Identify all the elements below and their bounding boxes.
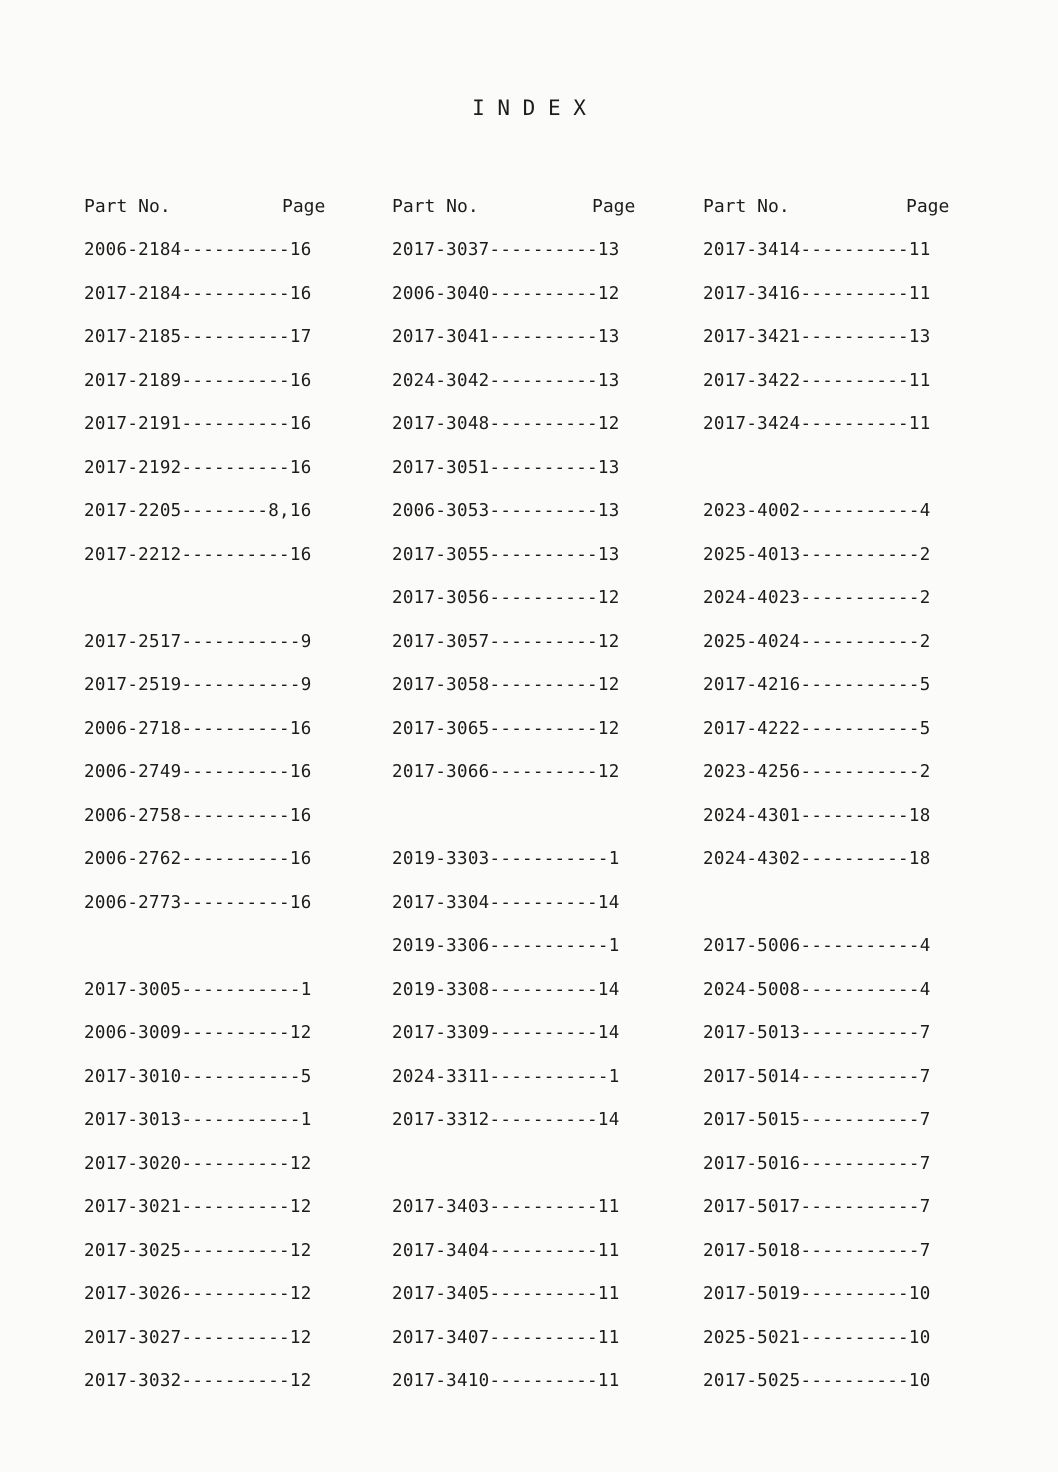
index-column-3 <box>703 196 1003 1414</box>
index-entry: 2017-3026----------12 <box>84 1284 312 1304</box>
index-entry: 2017-5018-----------7 <box>703 1240 931 1261</box>
part-no-header: Part No. <box>84 196 171 217</box>
index-entry: 2006-3040----------12 <box>392 283 620 304</box>
index-entry: 2017-2184----------16 <box>84 283 312 304</box>
index-entry <box>392 805 692 849</box>
index-entry: 2017-3027----------12 <box>84 1327 312 1348</box>
index-entry: 2006-2749----------16 <box>84 762 312 782</box>
index-entry: 2017-2189----------16 <box>84 370 312 391</box>
index-entry: 2017-3005-----------1 <box>84 979 312 1000</box>
part-no-header: Part No. <box>392 196 479 217</box>
entry-list <box>703 239 1003 1414</box>
column-header <box>84 196 384 224</box>
page-header: Page <box>906 196 950 217</box>
entry-list <box>84 239 384 1414</box>
index-entry: 2017-2191----------16 <box>84 414 312 434</box>
index-entry: 2024-4301----------18 <box>703 805 931 826</box>
page-header: Page <box>592 196 636 217</box>
index-title: I N D E X <box>472 96 586 120</box>
index-entry: 2017-3013-----------1 <box>84 1110 312 1130</box>
index-entry: 2017-3020----------12 <box>84 1153 312 1174</box>
index-entry: 2017-3025----------12 <box>84 1240 312 1261</box>
index-entry: 2017-5019----------10 <box>703 1284 931 1304</box>
index-entry: 2017-3041----------13 <box>392 327 620 347</box>
index-entry: 2024-3042----------13 <box>392 370 620 391</box>
index-entry: 2025-4024-----------2 <box>703 631 931 652</box>
index-entry: 2006-2758----------16 <box>84 805 312 826</box>
index-entry: 2017-3405----------11 <box>392 1284 620 1304</box>
column-header <box>392 196 692 224</box>
index-entry: 2017-3416----------11 <box>703 283 931 304</box>
index-entry: 2017-3066----------12 <box>392 762 620 782</box>
index-entry: 2017-5017-----------7 <box>703 1197 931 1217</box>
index-column-2 <box>392 196 692 1414</box>
index-entry: 2017-3057----------12 <box>392 631 620 652</box>
index-entry: 2024-5008-----------4 <box>703 979 931 1000</box>
index-entry <box>84 935 384 979</box>
index-entry: 2019-3303-----------1 <box>392 849 620 869</box>
index-entry: 2017-2192----------16 <box>84 457 312 478</box>
index-entry: 2017-3422----------11 <box>703 370 931 391</box>
index-entry: 2023-4002-----------4 <box>703 501 931 521</box>
index-entry: 2006-2184----------16 <box>84 240 312 260</box>
index-entry: 2017-3312----------14 <box>392 1110 620 1130</box>
index-entry: 2017-2185----------17 <box>84 327 312 347</box>
index-entry: 2006-3053----------13 <box>392 501 620 521</box>
index-entry: 2017-5013-----------7 <box>703 1023 931 1043</box>
index-entry: 2017-3421----------13 <box>703 327 931 347</box>
index-entry: 2006-3009----------12 <box>84 1023 312 1043</box>
column-header <box>703 196 1003 224</box>
index-entry: 2017-3403----------11 <box>392 1197 620 1217</box>
index-entry: 2017-3414----------11 <box>703 240 931 260</box>
index-entry: 2017-2517-----------9 <box>84 631 312 652</box>
index-entry: 2017-3304----------14 <box>392 892 620 913</box>
index-entry: 2017-3065----------12 <box>392 718 620 739</box>
index-entry <box>703 892 1003 936</box>
index-entry: 2017-2205--------8,16 <box>84 501 312 521</box>
index-entry: 2025-4013-----------2 <box>703 544 931 565</box>
index-entry: 2025-5021----------10 <box>703 1327 931 1348</box>
index-entry: 2006-2718----------16 <box>84 718 312 739</box>
index-entry: 2017-5025----------10 <box>703 1371 931 1391</box>
index-entry: 2019-3306-----------1 <box>392 936 620 956</box>
index-entry <box>84 587 384 631</box>
index-entry: 2017-3032----------12 <box>84 1371 312 1391</box>
index-entry: 2017-3055----------13 <box>392 544 620 565</box>
index-entry: 2017-3424----------11 <box>703 414 931 434</box>
index-entry: 2017-3021----------12 <box>84 1197 312 1217</box>
index-entry: 2017-3058----------12 <box>392 675 620 695</box>
index-entry: 2019-3308----------14 <box>392 979 620 1000</box>
index-entry: 2017-3037----------13 <box>392 240 620 260</box>
index-entry: 2017-5014-----------7 <box>703 1066 931 1087</box>
page-header: Page <box>282 196 326 217</box>
index-entry: 2017-5015-----------7 <box>703 1110 931 1130</box>
index-entry: 2017-4222-----------5 <box>703 718 931 739</box>
index-entry: 2017-5006-----------4 <box>703 936 931 956</box>
index-entry <box>392 1153 692 1197</box>
index-entry: 2017-3410----------11 <box>392 1371 620 1391</box>
index-entry: 2017-3051----------13 <box>392 457 620 478</box>
index-entry: 2017-3309----------14 <box>392 1023 620 1043</box>
entry-list <box>392 239 692 1414</box>
index-entry: 2024-4302----------18 <box>703 849 931 869</box>
index-entry: 2017-3056----------12 <box>392 588 620 608</box>
index-entry: 2017-4216-----------5 <box>703 675 931 695</box>
part-no-header: Part No. <box>703 196 790 217</box>
index-entry: 2017-3010-----------5 <box>84 1066 312 1087</box>
index-entry <box>703 457 1003 501</box>
index-entry: 2017-3407----------11 <box>392 1327 620 1348</box>
index-entry: 2017-2519-----------9 <box>84 675 312 695</box>
index-entry: 2017-2212----------16 <box>84 544 312 565</box>
index-entry: 2017-3404----------11 <box>392 1240 620 1261</box>
index-column-1 <box>84 196 384 1414</box>
index-entry: 2017-5016-----------7 <box>703 1153 931 1174</box>
index-entry: 2017-3048----------12 <box>392 414 620 434</box>
index-entry: 2006-2773----------16 <box>84 892 312 913</box>
index-entry: 2024-4023-----------2 <box>703 588 931 608</box>
index-entry: 2023-4256-----------2 <box>703 762 931 782</box>
index-entry: 2024-3311-----------1 <box>392 1066 620 1087</box>
index-entry: 2006-2762----------16 <box>84 849 312 869</box>
